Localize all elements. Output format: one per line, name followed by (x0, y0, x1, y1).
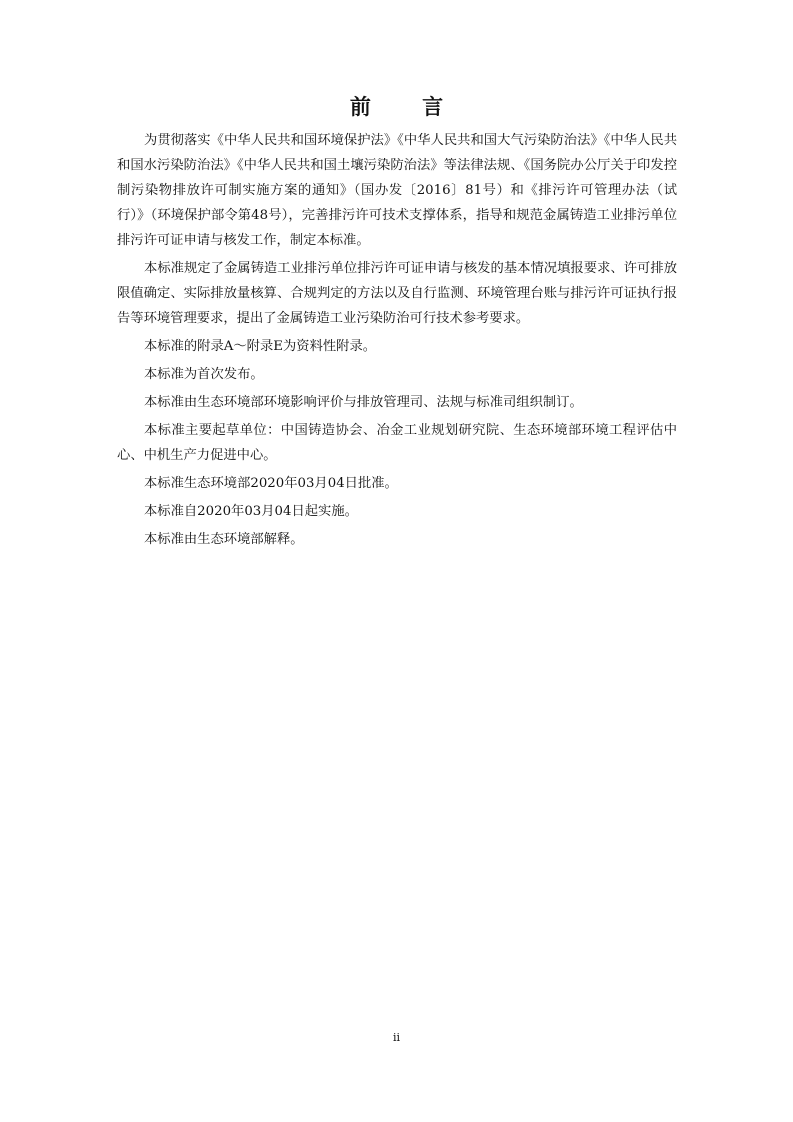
page-title: 前 言 (349, 95, 466, 119)
paragraph-drafting-units: 本标准主要起草单位：中国铸造协会、冶金工业规划研究院、生态环境部环境工程评估中心、中机生产力促进中心。 (117, 423, 677, 463)
paragraph-scope: 本标准规定了金属铸造工业排污单位排污许可证申请与核发的基本情况填报要求、许可排放限值确定、实际排放量核算、合规判定的方法以及自行监测、环境管理台账与排污许可证执行报告等环境管理要求，提出了金属铸造工业污染防治可行技术参考要求。 (117, 261, 677, 326)
paragraph-approval-date: 本标准生态环境部2020年03月04日批准。 (144, 476, 398, 491)
paragraph-organizer: 本标准由生态环境部环境影响评价与排放管理司、法规与标准司组织制订。 (144, 395, 583, 410)
foreword-body (117, 128, 677, 555)
paragraph-first-release: 本标准为首次发布。 (144, 367, 264, 382)
page-number: ii (392, 1031, 401, 1044)
paragraph-appendix: 本标准的附录A～附录E为资料性附录。 (144, 339, 377, 354)
paragraph-effective-date: 本标准自2020年03月04日起实施。 (144, 504, 358, 519)
paragraph-purpose: 为贯彻落实《中华人民共和国环境保护法》《中华人民共和国大气污染防治法》《中华人民共和国水污染防治法》《中华人民共和国土壤污染防治法》等法律法规、《国务院办公厅关于印发控制污染物排放许可制实施方案的通知》（国办发〔2016〕81号）和《排污许可管理办法（试行）》（环境保护部令第48号），完善排污许可技术支撑体系，指导和规范金属铸造工业排污单位排污许可证申请与核发工作，制定本标准。 (117, 133, 677, 248)
paragraph-interpretation: 本标准由生态环境部解释。 (144, 532, 304, 547)
